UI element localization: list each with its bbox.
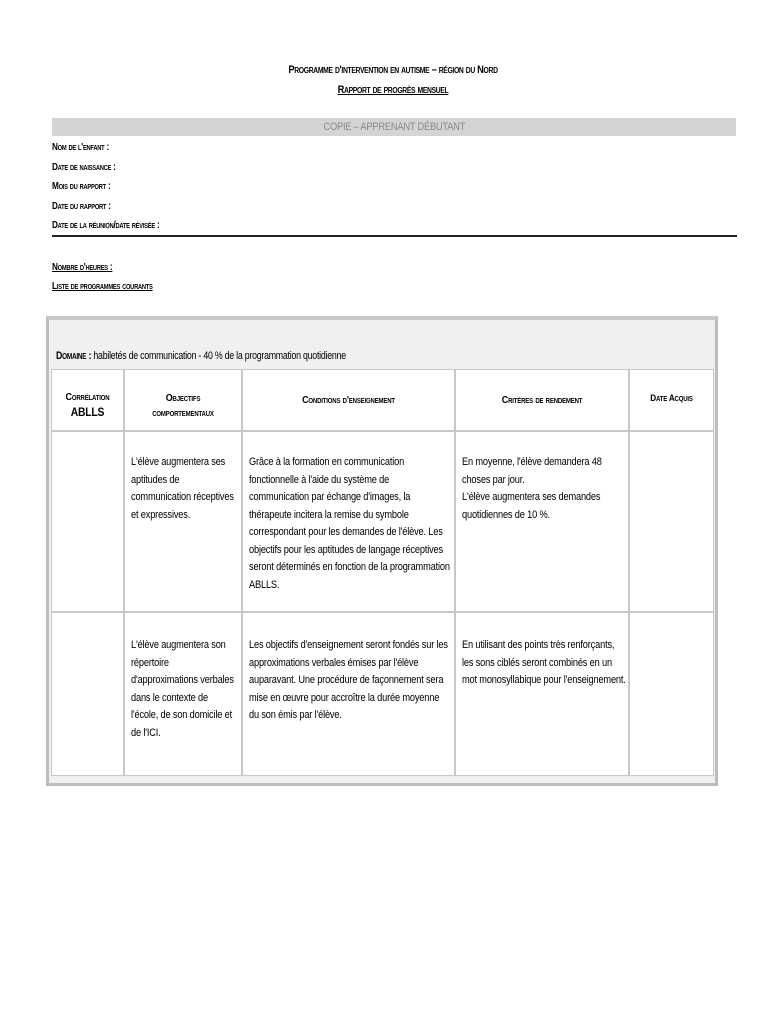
header-correlation-line2: ABLLS (70, 405, 105, 419)
header-correlation-line1: Corrélation (65, 391, 110, 403)
row2-objective (124, 612, 242, 776)
row1-objective (124, 431, 242, 612)
header-conditions (242, 369, 455, 431)
row2-objective-text: L'élève augmentera son répertoire d'approximations verbales dans le contexte de l'école, de son domicile et de l'ICI. (131, 639, 234, 739)
row2-correlation (51, 612, 124, 776)
row1-criteria-text-1: En moyenne, l'élève demandera 48 choses par jour. (462, 456, 602, 486)
copy-band-text: COPIE – APPRENANT DÉBUTANT (323, 121, 465, 133)
header-conditions-text: Conditions d'enseignement (302, 394, 395, 406)
header-objectives-line1: Objectifs (165, 392, 201, 404)
domain-row (56, 350, 346, 362)
hours-label: Nombre d'heures : (52, 262, 113, 273)
row2-criteria-text-1: En utilisant des points très renforçants, les sons ciblés seront combinés en un mot monosyllabique pour l'enseignement. (462, 639, 626, 686)
field-report-date: Date du rapport : (52, 200, 111, 212)
programs-label: Liste de programmes courants (52, 281, 153, 292)
row1-objective-text: L'élève augmentera ses aptitudes de communication réceptives et expressives. (131, 456, 234, 521)
header-correlation (51, 369, 124, 431)
divider (52, 235, 737, 237)
info-fields (52, 141, 183, 239)
document-subtitle: Rapport de progrès mensuel (337, 84, 449, 96)
row2-conditions-text: Les objectifs d'enseignement seront fondés sur les approximations verbales émises par l'élève auparavant. Une procédure de façonnement sera mise en œuvre pour accroître la durée moyenne du son émis par l'élève. (249, 639, 448, 721)
row1-date (629, 431, 714, 612)
field-birth-date: Date de naissance : (52, 161, 116, 173)
row2-conditions (242, 612, 455, 776)
header-criteria-text: Critères de rendement (501, 394, 583, 406)
copy-band (52, 118, 736, 136)
domain-text: habiletés de communication - 40 % de la programmation quotidienne (93, 350, 346, 362)
row1-correlation (51, 431, 124, 612)
row1-criteria (455, 431, 629, 612)
header-date (629, 369, 714, 431)
row1-conditions-text: Grâce à la formation en communication fonctionnelle à l'aide du système de communication par échange d'images, la thérapeute incitera la remise du symbole correspondant pour les demandes de l'élève. Les objectifs pour les aptitudes de langage réceptives seront déterminés en fonction de la programmation ABLLS. (249, 456, 450, 591)
row1-criteria-text-2: L'élève augmentera ses demandes quotidiennes de 10 %. (462, 491, 601, 521)
header-criteria (455, 369, 629, 431)
header-objectives-line2: comportementaux (152, 408, 214, 419)
domain-label: Domaine : (56, 350, 92, 362)
row1-conditions (242, 431, 455, 612)
field-report-month: Mois du rapport : (52, 181, 111, 193)
row2-criteria (455, 612, 629, 776)
field-child-name: Nom de l'enfant : (52, 142, 109, 153)
field-meeting-date: Date de la réunion/date révisée : (52, 220, 160, 232)
document-title: Programme d'intervention en autisme – région du Nord (288, 64, 498, 76)
header-date-text: Date Acquis (650, 393, 693, 404)
header-objectives (124, 369, 242, 431)
row2-date (629, 612, 714, 776)
